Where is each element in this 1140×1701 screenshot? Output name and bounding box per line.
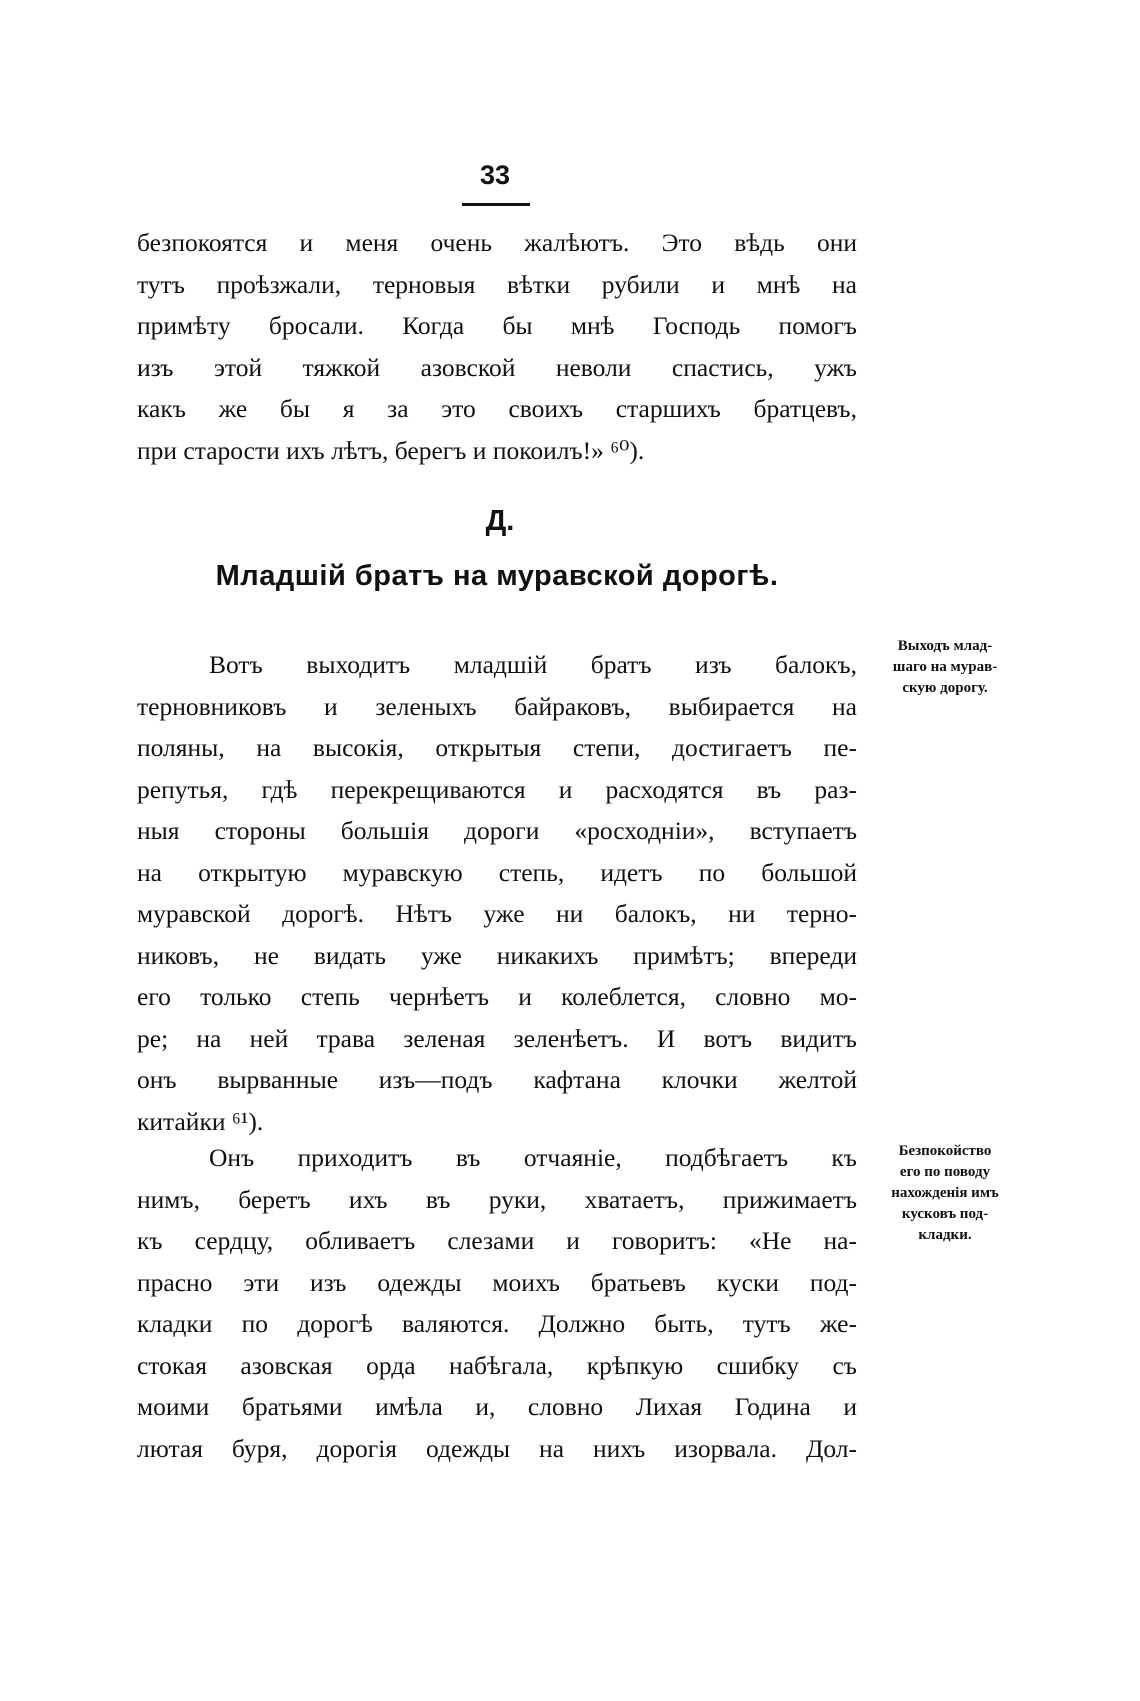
- margin-note-line: скую дорогу.: [902, 680, 988, 696]
- page-number: 33: [479, 160, 511, 190]
- paragraph-1-line: терновниковъ и зеленыхъ байраковъ, выбирается на: [137, 691, 857, 721]
- intro-line: примѣту бросали. Когда бы мнѣ Господь помогъ: [137, 311, 857, 340]
- page-number-rule: [462, 203, 530, 206]
- intro-line: изъ этой тяжкой азовской неволи спастись, ужъ: [137, 352, 857, 382]
- paragraph-1-line: ре; на ней трава зеленая зеленѣетъ. И вотъ видитъ: [137, 1023, 857, 1053]
- section-letter: Д.: [485, 505, 515, 537]
- paragraph-1-line: ныя стороны большія дороги «росходніи», вступаетъ: [137, 816, 857, 845]
- margin-note-line: кладки.: [918, 1227, 972, 1243]
- margin-note-line: Выходъ млад-: [897, 638, 993, 654]
- paragraph-1-line: онъ вырванные изъ—подъ кафтана клочки желтой: [137, 1065, 857, 1094]
- intro-line: тутъ проѣзжали, терновыя вѣтки рубили и мнѣ на: [137, 269, 857, 299]
- paragraph-1: [137, 644, 857, 1142]
- paragraph-1-line: репутья, гдѣ перекрещиваются и расходятся въ раз-: [137, 774, 857, 804]
- paragraph-1-line: муравской дорогѣ. Нѣтъ уже ни балокъ, ни терно-: [137, 899, 857, 928]
- paragraph-2-line: лютая буря, дорогія одежды на нихъ изорвала. Дол-: [137, 1433, 857, 1463]
- paragraph-2-line: стокая азовская орда набѣгала, крѣпкую сшибку съ: [137, 1350, 857, 1380]
- paragraph-1-line: на открытую муравскую степь, идетъ по большой: [137, 857, 857, 887]
- intro-line: при старости ихъ лѣтъ, берегъ и покоилъ!» ⁶⁰).: [137, 435, 645, 465]
- paragraph-1-line: никовъ, не видать уже никакихъ примѣтъ; впереди: [137, 940, 857, 970]
- paragraph-2-line: прасно эти изъ одежды моихъ братьевъ куски под-: [137, 1267, 857, 1297]
- paragraph-2-line: нимъ, беретъ ихъ въ руки, хватаетъ, прижимаетъ: [137, 1184, 857, 1214]
- margin-note-line: кусковъ под-: [901, 1206, 989, 1222]
- paragraph-1-line: китайки ⁶¹).: [137, 1106, 264, 1136]
- paragraph-1-line: его только степь чернѣетъ и колеблется, словно мо-: [137, 982, 857, 1011]
- section-title: Младшій братъ на муравской дорогѣ.: [215, 560, 779, 592]
- intro-line: безпокоятся и меня очень жалѣютъ. Это вѣдь они: [137, 228, 857, 257]
- paragraph-2-line: моими братьями имѣла и, словно Лихая Година и: [137, 1392, 857, 1421]
- paragraph-2-line: кладки по дорогѣ валяются. Должно быть, тутъ же-: [137, 1309, 857, 1338]
- paragraph-2-line: къ сердцу, обливаетъ слезами и говоритъ: «Не на-: [137, 1226, 857, 1255]
- margin-note-line: его по поводу: [899, 1164, 991, 1180]
- paragraph-2-line: Онъ приходитъ въ отчаяніе, подбѣгаетъ къ: [209, 1143, 857, 1172]
- intro-paragraph: [137, 222, 857, 471]
- paragraph-1-line: поляны, на высокія, открытыя степи, достигаетъ пе-: [137, 733, 857, 762]
- intro-line: какъ же бы я за это своихъ старшихъ братцевъ,: [137, 394, 857, 423]
- margin-note-line: Безпокойство: [898, 1143, 992, 1159]
- margin-note-line: шаго на мурав-: [892, 659, 998, 675]
- margin-note-exit: [870, 636, 1020, 699]
- paragraph-2: [137, 1137, 857, 1469]
- margin-note-worry: [870, 1141, 1020, 1246]
- paragraph-1-line: Вотъ выходитъ младшій братъ изъ балокъ,: [209, 650, 857, 679]
- margin-note-line: нахожденія имъ: [891, 1185, 999, 1201]
